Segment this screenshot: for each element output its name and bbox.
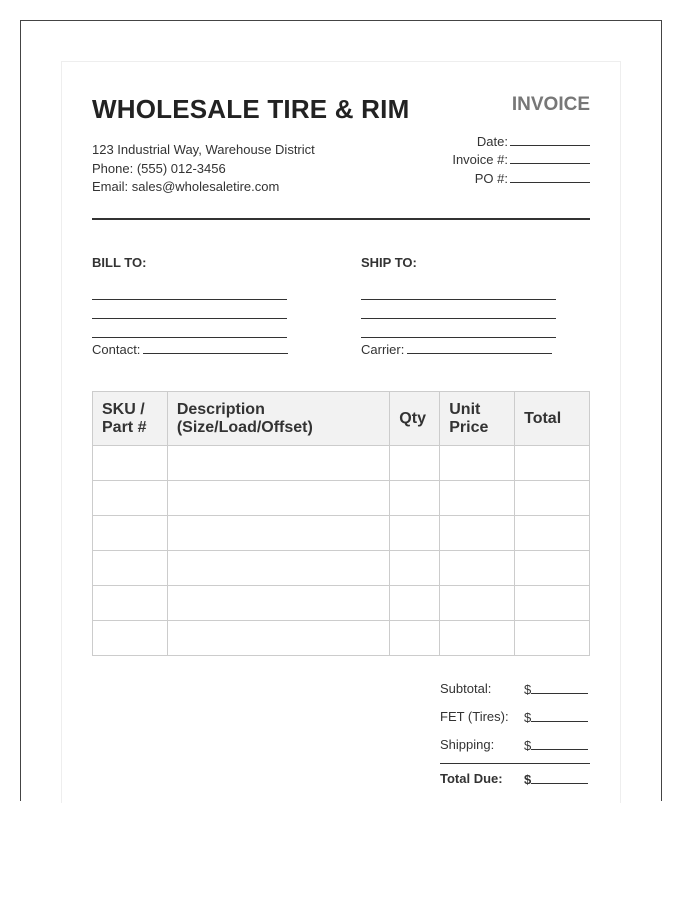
company-name: WHOLESALE TIRE & RIM — [92, 94, 410, 124]
invoice-number-label: Invoice #: — [452, 152, 508, 167]
invoice-number-field[interactable] — [452, 151, 590, 167]
ship-to-line-2[interactable] — [361, 318, 556, 319]
table-cell[interactable] — [390, 551, 440, 586]
table-cell[interactable] — [390, 586, 440, 621]
fet-label: FET (Tires): — [440, 709, 509, 724]
table-cell[interactable] — [515, 446, 590, 481]
table-row — [93, 446, 590, 481]
table-row — [93, 621, 590, 656]
column-header-sku: SKU / Part # — [93, 392, 168, 446]
table-row — [93, 586, 590, 621]
table-cell[interactable] — [515, 586, 590, 621]
ship-to-label: SHIP TO: — [361, 255, 417, 270]
line-items-table — [92, 391, 590, 656]
table-cell[interactable] — [167, 516, 389, 551]
table-cell[interactable] — [93, 446, 168, 481]
table-cell[interactable] — [515, 481, 590, 516]
column-header-unit-price: Unit Price — [440, 392, 515, 446]
table-row — [93, 516, 590, 551]
table-cell[interactable] — [515, 516, 590, 551]
subtotal-label: Subtotal: — [440, 681, 492, 696]
table-cell[interactable] — [390, 621, 440, 656]
fet-field[interactable]: $ — [524, 709, 588, 725]
column-header-description: Description (Size/Load/Offset) — [167, 392, 389, 446]
bill-to-line-1[interactable] — [92, 299, 287, 300]
header-divider — [92, 218, 590, 220]
table-cell[interactable] — [440, 621, 515, 656]
document-title: INVOICE — [511, 94, 590, 115]
table-row — [93, 551, 590, 586]
table-cell[interactable] — [93, 481, 168, 516]
contact-label: Contact: — [92, 342, 141, 357]
date-blank[interactable] — [510, 133, 590, 146]
carrier-field[interactable] — [361, 341, 552, 357]
table-cell[interactable] — [440, 516, 515, 551]
company-phone: Phone: (555) 012-3456 — [92, 161, 226, 176]
column-header-qty: Qty — [390, 392, 440, 446]
total-due-field[interactable]: $ — [524, 771, 588, 787]
column-header-total: Total — [515, 392, 590, 446]
table-header-row — [93, 392, 590, 446]
table-cell[interactable] — [167, 586, 389, 621]
total-due-label: Total Due: — [440, 771, 503, 786]
bill-to-line-3[interactable] — [92, 337, 287, 338]
carrier-label: Carrier: — [361, 342, 405, 357]
table-cell[interactable] — [167, 481, 389, 516]
bill-to-line-2[interactable] — [92, 318, 287, 319]
table-cell[interactable] — [93, 516, 168, 551]
table-cell[interactable] — [93, 586, 168, 621]
carrier-blank[interactable] — [407, 341, 552, 354]
table-row — [93, 481, 590, 516]
table-cell[interactable] — [93, 621, 168, 656]
table-cell[interactable] — [440, 446, 515, 481]
table-cell[interactable] — [440, 551, 515, 586]
shipping-field[interactable]: $ — [524, 737, 588, 753]
table-cell[interactable] — [390, 516, 440, 551]
table-cell[interactable] — [390, 446, 440, 481]
contact-field[interactable] — [92, 341, 288, 357]
date-label: Date: — [476, 134, 508, 149]
contact-blank[interactable] — [143, 341, 288, 354]
table-cell[interactable] — [440, 586, 515, 621]
table-cell[interactable] — [167, 446, 389, 481]
invoice-number-blank[interactable] — [510, 151, 590, 164]
table-cell[interactable] — [167, 551, 389, 586]
table-cell[interactable] — [515, 551, 590, 586]
table-cell[interactable] — [167, 621, 389, 656]
po-number-label: PO #: — [474, 171, 508, 186]
ship-to-line-3[interactable] — [361, 337, 556, 338]
company-email: Email: sales@wholesaletire.com — [92, 179, 280, 194]
po-number-blank[interactable] — [510, 170, 590, 183]
ship-to-line-1[interactable] — [361, 299, 556, 300]
table-cell[interactable] — [390, 481, 440, 516]
bill-to-label: BILL TO: — [92, 255, 147, 270]
subtotal-field[interactable]: $ — [524, 681, 588, 697]
table-cell[interactable] — [515, 621, 590, 656]
totals-divider — [440, 763, 590, 764]
po-number-field[interactable] — [475, 170, 590, 186]
shipping-label: Shipping: — [440, 737, 495, 752]
company-address: 123 Industrial Way, Warehouse District — [92, 142, 315, 157]
date-field[interactable] — [477, 133, 590, 149]
table-cell[interactable] — [440, 481, 515, 516]
table-cell[interactable] — [93, 551, 168, 586]
